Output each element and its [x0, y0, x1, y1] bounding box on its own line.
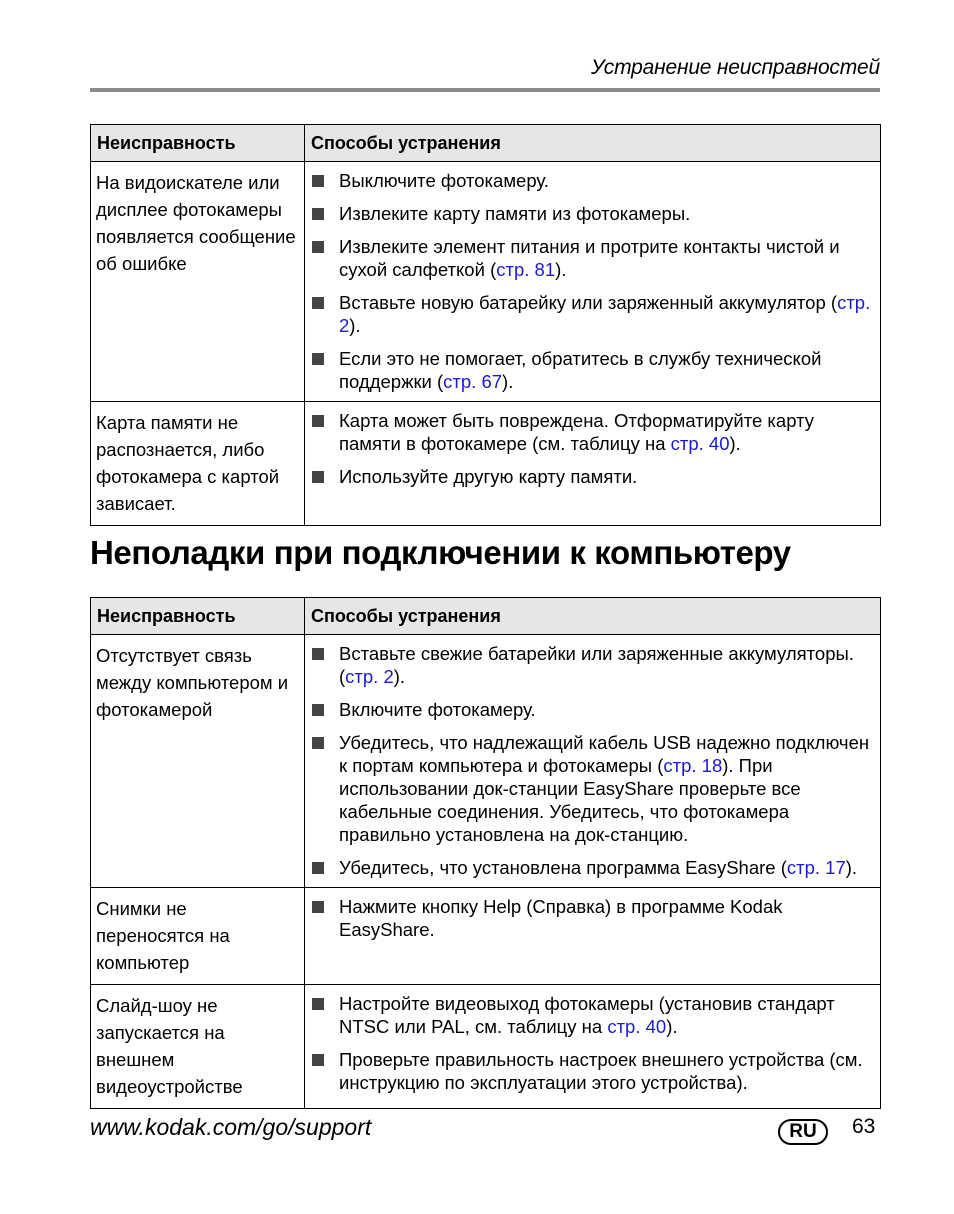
- solution-text: Настройте видеовыход фотокамеры (установив стандарт NTSC или PAL, см. таблицу на: [339, 993, 835, 1037]
- solution-item: [311, 169, 872, 192]
- table-header-row: [91, 125, 881, 162]
- solution-text: Нажмите кнопку Help (Справка) в программе Kodak EasyShare.: [339, 896, 783, 940]
- solution-text: Выключите фотокамеру.: [339, 170, 549, 191]
- column-header-solutions: Способы устранения: [305, 598, 881, 635]
- solution-item: [311, 1048, 872, 1094]
- solution-text: Вставьте свежие батарейки или заряженные аккумуляторы. (: [339, 643, 854, 687]
- square-bullet-icon: [312, 297, 324, 309]
- square-bullet-icon: [312, 901, 324, 913]
- column-header-solutions: Способы устранения: [305, 125, 881, 162]
- solution-text: Карта может быть повреждена. Отформатируйте карту памяти в фотокамере (см. таблицу на: [339, 410, 815, 454]
- solution-item: [311, 409, 872, 455]
- solution-text: ).: [666, 1016, 678, 1037]
- solution-item: [311, 235, 872, 281]
- language-badge: RU: [778, 1119, 828, 1145]
- page-reference-link[interactable]: стр. 40: [670, 433, 730, 454]
- solution-text: ).: [729, 433, 741, 454]
- solution-text: Вставьте новую батарейку или заряженный аккумулятор (: [339, 292, 838, 313]
- solution-item: [311, 992, 872, 1038]
- solution-list: [311, 642, 872, 879]
- column-header-problem: Неисправность: [91, 598, 305, 635]
- support-url: www.kodak.com/go/support: [90, 1114, 372, 1140]
- page-reference-link[interactable]: стр. 67: [443, 371, 503, 392]
- solution-item: [311, 202, 872, 225]
- solution-text: ).: [349, 315, 361, 336]
- solution-text: Извлеките карту памяти из фотокамеры.: [339, 203, 691, 224]
- solutions-cell: [305, 402, 881, 526]
- table-body: [91, 635, 881, 1109]
- solution-text: Используйте другую карту памяти.: [339, 466, 638, 487]
- solution-text: Убедитесь, что установлена программа EasyShare (: [339, 857, 787, 878]
- solution-text: ).: [502, 371, 514, 392]
- solution-item: [311, 698, 872, 721]
- square-bullet-icon: [312, 353, 324, 365]
- section-title: Неполадки при подключении к компьютеру: [90, 534, 791, 571]
- square-bullet-icon: [312, 175, 324, 187]
- solution-text: ). При использовании док-станции EasyShare проверьте все кабельные соединения. Убедитесь, что фотокамера правильно установлена на док-станцию.: [339, 755, 801, 845]
- problem-cell: Карта памяти не распознается, либо фотокамера с картой зависает.: [91, 402, 305, 526]
- page-reference-link[interactable]: стр. 17: [786, 857, 846, 878]
- square-bullet-icon: [312, 998, 324, 1010]
- solution-list: [311, 409, 872, 488]
- solution-item: [311, 465, 872, 488]
- table-row: [91, 985, 881, 1109]
- page-reference-link[interactable]: стр. 2: [345, 666, 394, 687]
- square-bullet-icon: [312, 415, 324, 427]
- square-bullet-icon: [312, 862, 324, 874]
- solution-text: Убедитесь, что надлежащий кабель USB надежно подключен к портам компьютера и фотокамеры (: [339, 732, 870, 776]
- square-bullet-icon: [312, 704, 324, 716]
- square-bullet-icon: [312, 737, 324, 749]
- table-row: [91, 635, 881, 888]
- header-rule: [90, 88, 880, 92]
- running-header: Устранение неисправностей: [591, 56, 880, 79]
- page-reference-link[interactable]: стр. 40: [607, 1016, 667, 1037]
- solutions-cell: [305, 985, 881, 1109]
- solution-list: [311, 895, 872, 941]
- page-reference-link[interactable]: стр. 2: [339, 292, 871, 336]
- square-bullet-icon: [312, 648, 324, 660]
- solution-text: ).: [393, 666, 406, 687]
- table-row: [91, 162, 881, 402]
- square-bullet-icon: [312, 241, 324, 253]
- solution-item: [311, 347, 872, 393]
- problem-cell: Снимки не переносятся на компьютер: [91, 888, 305, 985]
- solution-item: [311, 731, 872, 846]
- table-row: [91, 888, 881, 985]
- solution-list: [311, 169, 872, 393]
- page-reference-link[interactable]: стр. 18: [663, 755, 723, 776]
- solution-item: [311, 291, 872, 337]
- column-header-problem: Неисправность: [91, 125, 305, 162]
- solution-list: [311, 992, 872, 1094]
- solution-text: Если это не помогает, обратитесь в службу технической поддержки (: [339, 348, 822, 392]
- troubleshooting-table-computer: [90, 597, 881, 1109]
- square-bullet-icon: [312, 208, 324, 220]
- solutions-cell: [305, 635, 881, 888]
- problem-cell: На видоискателе или дисплее фотокамеры появляется сообщение об ошибке: [91, 162, 305, 402]
- solution-text: Включите фотокамеру.: [339, 699, 536, 720]
- table-header-row: [91, 598, 881, 635]
- solution-item: [311, 642, 872, 688]
- solution-text: ).: [845, 857, 858, 878]
- problem-cell: Отсутствует связь между компьютером и фотокамерой: [91, 635, 305, 888]
- solution-item: [311, 895, 872, 941]
- solution-text: Проверьте правильность настроек внешнего устройства (см. инструкцию по эксплуатации этого устройства).: [339, 1049, 863, 1093]
- table-row: [91, 402, 881, 526]
- solutions-cell: [305, 888, 881, 985]
- solution-item: [311, 856, 872, 879]
- troubleshooting-table-general: [90, 124, 881, 526]
- solution-text: ).: [555, 259, 567, 280]
- solutions-cell: [305, 162, 881, 402]
- square-bullet-icon: [312, 1054, 324, 1066]
- square-bullet-icon: [312, 471, 324, 483]
- table-body: [91, 162, 881, 526]
- solution-text: Извлеките элемент питания и протрите контакты чистой и сухой салфеткой (: [339, 236, 840, 280]
- page-number: 63: [852, 1115, 876, 1138]
- page-reference-link[interactable]: стр. 81: [496, 259, 556, 280]
- problem-cell: Слайд-шоу не запускается на внешнем видеоустройстве: [91, 985, 305, 1109]
